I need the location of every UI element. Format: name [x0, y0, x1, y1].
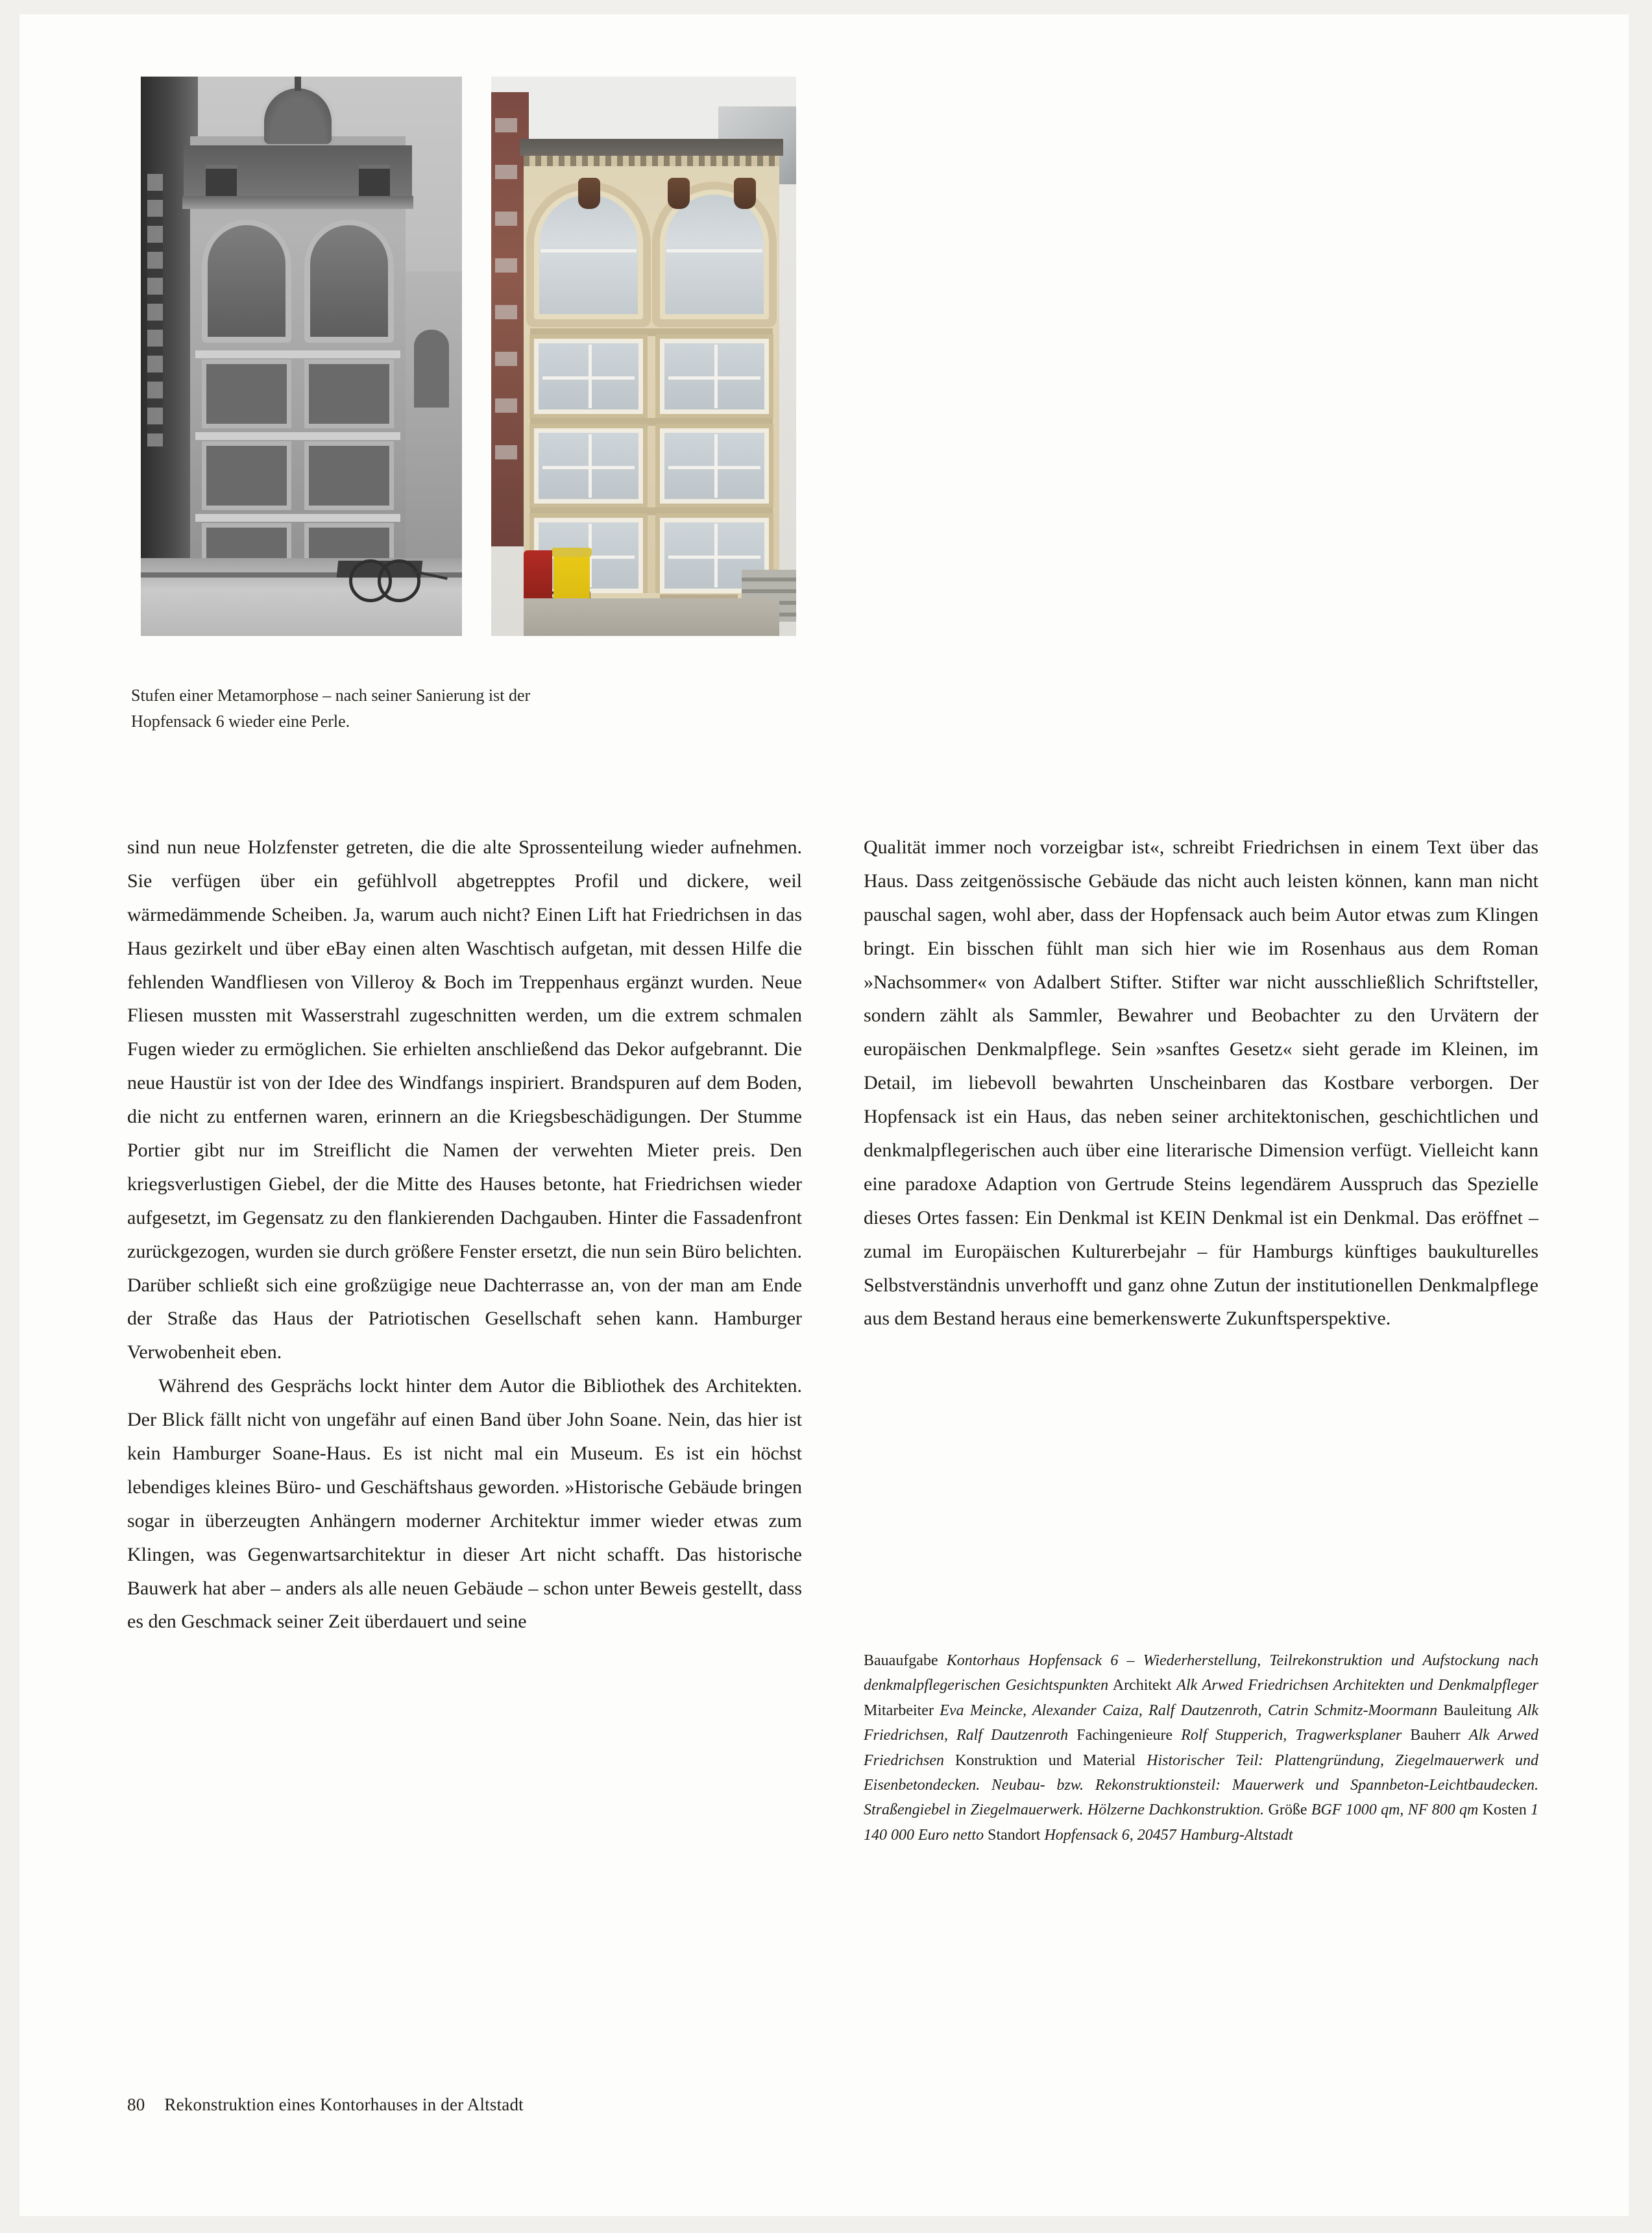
window-lintel — [530, 418, 773, 426]
red-vehicle — [524, 550, 552, 602]
ornamental-keystone — [578, 178, 600, 209]
historic-gable — [264, 88, 332, 144]
current-eave — [520, 139, 783, 156]
credit-label: Architekt — [1112, 1677, 1172, 1694]
credit-value: Alk Arwed Friedrichsen — [864, 1727, 1539, 1769]
credit-label: Mitarbeiter — [864, 1702, 934, 1719]
current-street-pavement — [524, 598, 779, 636]
credit-label: Konstruktion und Material — [955, 1751, 1136, 1769]
credit-value: Alk Arwed Friedrichsen Architekten und Denkmalpfleger — [1176, 1677, 1538, 1694]
ornamental-keystone — [734, 178, 756, 209]
historic-facade-illustration — [141, 77, 462, 636]
horse-cart — [337, 561, 435, 602]
figure-caption — [131, 683, 715, 734]
historic-window — [202, 360, 291, 428]
credit-label: Fachingenieure — [1076, 1727, 1173, 1744]
paragraph: sind nun neue Holzfenster getreten, die die alte Sprossenteilung wieder aufnehmen. Sie verfügen über ein gefühlvoll abgetrepptes Profil und dickere, weil wärmedämmende Scheiben. Ja, warum auch nicht? Einen Lift hat Friedrichsen in das Haus gezirkelt und über eBay einen alten Waschtisch aufgetan, mit dessen Hilfe die fehlenden Wandfliesen von Villeroy & Boch im Treppenhaus ergänzt wurden. Neue Fliesen mussten mit Wasserstrahl zugeschnitten werden, um die extrem schmalen Fugen wieder zu ermöglichen. Sie erhielten anschließend das Dekor aufgebrannt. Die neue Haustür ist von der Idee des Windfangs inspiriert. Brandspuren auf dem Boden, die nicht zu entfernen waren, erinnern an die Kriegsbeschädigungen. Der Stumme Portier gibt nur im Streiflicht die Namen der verwehten Mieter preis. Den kriegsverlustigen Giebel, der die Mitte des Hauses betonte, hat Friedrichsen wieder aufgesetzt, im Gegensatz zu den flankierenden Dachgauben. Hinter die Fassadenfront zurückgezogen, wurden sie durch größere Fenster ersetzt, die nun sein Büro belichten. Darüber schließt sich eine großzügige neue Dachterrasse an, von der man am Ende der Straße das Haus der Patriotischen Gesellschaft sehen kann. Hamburger Verwobenheit eben. — [127, 836, 802, 1363]
current-window — [534, 339, 643, 414]
credit-entry — [988, 1827, 1293, 1844]
historic-street-pavement — [141, 558, 462, 636]
current-window-row — [534, 428, 769, 504]
current-colour-photo — [491, 77, 796, 636]
historic-arched-window — [304, 219, 394, 343]
current-window-row — [534, 339, 769, 414]
credit-entry — [1113, 1677, 1538, 1694]
historic-roof — [184, 145, 412, 196]
window-lintel — [530, 328, 773, 336]
credit-value: Eva Meincke, Alexander Caiza, Ralf Dautzenroth, Catrin Schmitz-Moormann — [940, 1702, 1438, 1719]
current-arched-window — [534, 189, 643, 319]
historic-window — [304, 360, 394, 428]
project-credits — [864, 1648, 1538, 1848]
paragraph: Während des Gesprächs lockt hinter dem Autor die Bibliothek des Architekten. Der Blick fällt nicht von ungefähr auf einen Band über John Soane. Nein, das hier ist kein Hamburger Soane-Haus. Es ist nicht mal ein Museum. Es ist ein höchst lebendiges kleines Büro- und Geschäftshaus geworden. »Historische Gebäude bringen sogar in überzeugten Anhängern moderner Architektur immer wieder etwas zum Klingen, was Gegenwartsarchitektur in dieser Art nicht schafft. Das historische Bauwerk hat aber – anders als alle neuen Gebäude – schon unter Beweis gestellt, dass es den Geschmack seiner Zeit überdauert und seine — [127, 1375, 802, 1633]
credit-entry — [1076, 1727, 1402, 1744]
credit-value: Rolf Stupperich, Tragwerksplaner — [1181, 1727, 1402, 1744]
paragraph: Qualität immer noch vorzeigbar ist«, schreibt Friedrichsen in einem Text über das Haus. Dass zeitgenössische Gebäude das nicht auch leisten können, kann man nicht pauschal sagen, wohl aber, dass der Hopfensack auch beim Autor etwas zum Klingen bringt. Ein bisschen fühlt man sich hier wie im Rosenhaus aus dem Roman »Nachsommer« von Adalbert Stifter. Stifter war nicht ausschließlich Schriftsteller, sondern zählt als Sammler, Bewahrer und Beobachter zu den Urvätern der europäischen Denkmalpflege. Sein »sanftes Gesetz« sieht gerade im Kleinen, im Detail, im liebevoll bewahrten Unscheinbaren das Kostbare verborgen. Der Hopfensack ist ein Haus, das neben seiner architektonischen, geschichtlichen und denkmalpflegerischen auch über eine literarische Dimension verfügt. Vielleicht kann eine paradoxe Adaption von Gertrude Steins legendärem Ausspruch das Spezielle dieses Ortes fassen: Ein Denkmal ist KEIN Denkmal ist ein Denkmal. Das eröffnet – zumal im Europäischen Kulturerbejahr – für Hamburgs künftiges baukulturelles Selbstverständnis unverhofft und ganz ohne Zutun der institutionellen Denkmalpflege aus dem Bestand heraus eine bemerkenswerte Zukunftsperspektive. — [864, 836, 1538, 1330]
current-shopfront — [524, 632, 779, 636]
running-title: Rekonstruktion eines Kontorhauses in der Altstadt — [164, 2095, 524, 2114]
credit-value: 1 140 000 Euro netto — [864, 1801, 1539, 1844]
credit-value: Alk Friedrichsen, Ralf Dautzenroth — [864, 1702, 1539, 1744]
current-arched-window-row — [534, 189, 769, 319]
historic-window — [304, 441, 394, 510]
column-left — [127, 831, 802, 1639]
historic-window-row — [202, 360, 394, 428]
column-right — [864, 831, 1538, 1336]
caption-line-2: Hopfensack 6 wieder eine Perle. — [131, 711, 350, 731]
current-facade-illustration — [491, 77, 796, 636]
historic-arched-window — [202, 219, 291, 343]
credit-value: Historischer Teil: Plattengründung, Ziegelmauerwerk und Eisenbetondecken. Neubau- bzw. Rekonstruktionsteil: Mauerwerk und Spannbeton-Leichtbaudecken. Straßengiebel in Ziegelmauerwerk. Hölzerne Dachkonstruktion. — [864, 1751, 1539, 1819]
dentil-cornice — [524, 156, 779, 166]
credit-value: Kontorhaus Hopfensack 6 – Wiederherstellung, Teilrekonstruktion und Aufstockung nach denkmalpflegerischen Gesichtspunkten — [864, 1652, 1538, 1694]
current-main-facade — [524, 139, 779, 636]
current-window — [534, 428, 643, 504]
historic-cornice — [182, 196, 413, 209]
credit-label: Bauherr — [1410, 1727, 1461, 1744]
credit-value: BGF 1000 qm, NF 800 qm — [1311, 1801, 1479, 1819]
page-number: 80 — [127, 2095, 145, 2114]
caption-line-1: Stufen einer Metamorphose – nach seiner Sanierung ist der — [131, 686, 531, 705]
window-lintel — [530, 507, 773, 515]
current-window — [660, 428, 769, 504]
figure-pair — [141, 77, 796, 636]
credit-label: Standort — [988, 1826, 1041, 1844]
historic-string-course — [195, 432, 400, 440]
credit-label: Größe — [1268, 1801, 1307, 1819]
historic-window-row — [202, 441, 394, 510]
credit-entry — [864, 1702, 1437, 1719]
page-footer — [127, 2095, 524, 2115]
credit-label: Kosten — [1482, 1801, 1527, 1819]
historic-arched-window-row — [202, 219, 394, 343]
historic-string-course — [195, 350, 400, 358]
historic-string-course — [195, 514, 400, 522]
historic-window — [202, 441, 291, 510]
credit-entry — [1269, 1801, 1479, 1818]
current-window — [660, 339, 769, 414]
current-arched-window — [660, 189, 769, 319]
historic-black-and-white-photo — [141, 77, 462, 636]
credit-label: Bauleitung — [1443, 1702, 1512, 1719]
credit-label: Bauaufgabe — [864, 1652, 938, 1669]
ornamental-keystone — [668, 178, 690, 209]
credit-value: Hopfensack 6, 20457 Hamburg-Altstadt — [1044, 1826, 1293, 1844]
